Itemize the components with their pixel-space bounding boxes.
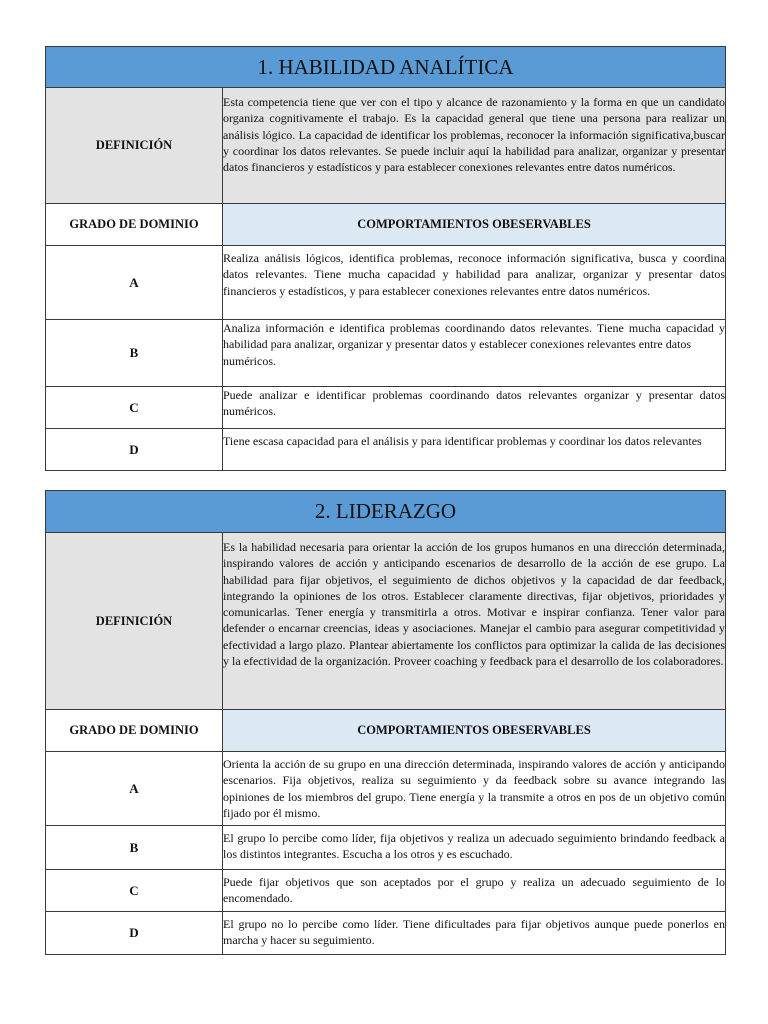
grade-letter: D	[46, 429, 223, 471]
table-row	[46, 429, 726, 471]
definition-label: DEFINICIÓN	[46, 533, 223, 710]
grade-letter: B	[46, 826, 223, 870]
definition-text: Esta competencia tiene que ver con el tipo y alcance de razonamiento y la forma en que un candidato organiza cognitivamente el trabajo. Es la capacidad general que tiene una persona para realizar un análisis lógico. La capacidad de identificar los problemas, reconocer la información significativa,buscar y coordinar los datos relevantes. Se puede incluir aquí la habilidad para analizar, organizar y presentar datos financieros y estadísticos y para establecer conexiones relevantes entre datos numéricos.	[223, 88, 726, 204]
behaviors-header: COMPORTAMIENTOS OBESERVABLES	[223, 204, 726, 246]
grade-header: GRADO DE DOMINIO	[46, 204, 223, 246]
grade-text: El grupo no lo percibe como líder. Tiene dificultades para fijar objetivos aunque puede ponerlos en marcha y hacer su seguimiento.	[223, 912, 726, 955]
section-title: 1. HABILIDAD ANALÍTICA	[46, 47, 726, 88]
table-row	[46, 387, 726, 429]
grade-text: Analiza información e identifica problemas coordinando datos relevantes. Tiene mucha capacidad y habilidad para analizar, organizar y presentar datos y establecer conexiones relevantes entre datos numéricos.	[223, 320, 726, 387]
table-row	[46, 246, 726, 320]
grade-letter: A	[46, 246, 223, 320]
grade-text: El grupo lo percibe como líder, fija objetivos y realiza un adecuado seguimiento brindando feedback a los distintos integrantes. Escucha a los otros y es escuchado.	[223, 826, 726, 870]
grade-text: Tiene escasa capacidad para el análisis y para identificar problemas y coordinar los datos relevantes	[223, 429, 726, 471]
grade-letter: B	[46, 320, 223, 387]
grade-header: GRADO DE DOMINIO	[46, 710, 223, 752]
table-row	[46, 912, 726, 955]
grade-text: Realiza análisis lógicos, identifica problemas, reconoce información significativa, busca y coordina datos relevantes. Tiene mucha capacidad y habilidad para analizar, organizar y presentar datos financieros y estadísticos, y para establecer conexiones relevantes entre datos numéricos.	[223, 246, 726, 320]
grade-letter: C	[46, 870, 223, 912]
grade-letter: C	[46, 387, 223, 429]
grade-letter: A	[46, 752, 223, 826]
competency-table-analitica	[45, 46, 726, 471]
grade-letter: D	[46, 912, 223, 955]
table-row	[46, 826, 726, 870]
grade-text: Orienta la acción de su grupo en una dirección determinada, inspirando valores de acción y anticipando escenarios. Fija objetivos, realiza su seguimiento y da feedback sobre su avance integrando las opiniones de los miembros del grupo. Tiene energía y la transmite a otros en pos de un objetivo común fijado por él mismo.	[223, 752, 726, 826]
competency-table-liderazgo	[45, 490, 726, 955]
grade-text: Puede analizar e identificar problemas coordinando datos relevantes organizar y presentar datos numéricos.	[223, 387, 726, 429]
definition-text: Es la habilidad necesaria para orientar la acción de los grupos humanos en una dirección determinada, inspirando valores de acción y anticipando escenarios de desarrollo de la acción de ese grupo. La habilidad para fijar objetivos, el seguimiento de dichos objetivos y la capacidad de dar feedback, integrando la opiniones de los otros. Establecer claramente directivas, fijar objetivos, prioridades y comunicarlas. Tener energía y transmitirla a otros. Motivar e inspirar confianza. Tener valor para defender o encarnar creencias, ideas y asociaciones. Manejar el cambio para asegurar competitividad y efectividad a largo plazo. Plantear abiertamente los conflictos para optimizar la calida de las decisiones y la efectividad de la organización. Proveer coaching y feedback para el desarrollo de los colaboradores.	[223, 533, 726, 710]
table-row	[46, 870, 726, 912]
section-title: 2. LIDERAZGO	[46, 491, 726, 533]
definition-label: DEFINICIÓN	[46, 88, 223, 204]
table-row	[46, 320, 726, 387]
behaviors-header: COMPORTAMIENTOS OBESERVABLES	[223, 710, 726, 752]
grade-text: Puede fijar objetivos que son aceptados por el grupo y realiza un adecuado seguimiento de lo encomendado.	[223, 870, 726, 912]
table-row	[46, 752, 726, 826]
